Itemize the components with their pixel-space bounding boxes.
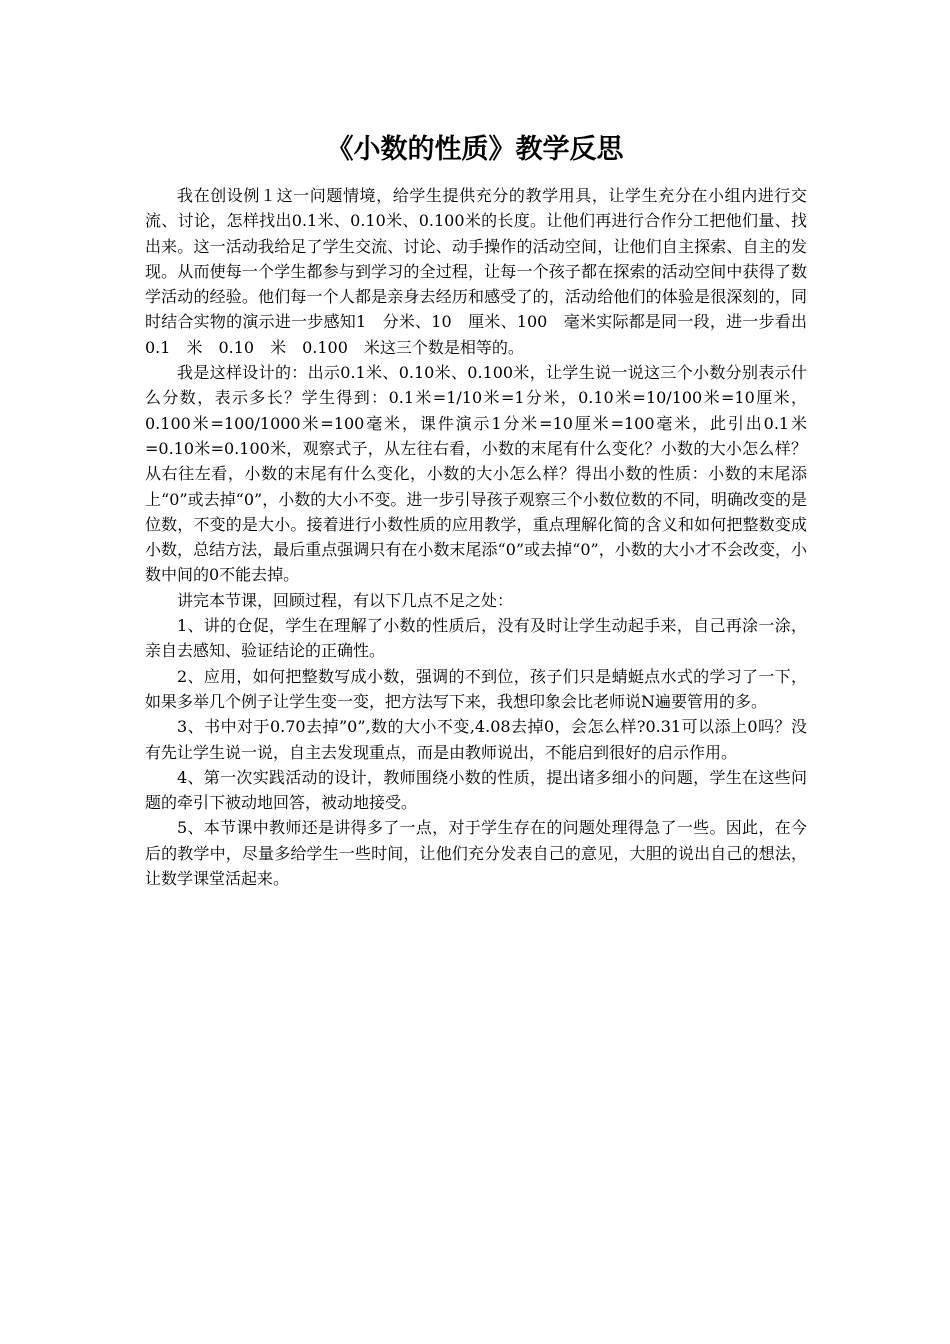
paragraph-point-3: 3、书中对于0.70去掉”0”,数的大小不变,4.08去掉0，会怎么样?0.31可以添上0吗？没有先让学生说一说，自主去发现重点，而是由教师说出，不能启到很好的启示作用。 <box>145 717 807 762</box>
paragraph-point-2: 2、应用，如何把整数写成小数，强调的不到位，孩子们只是蜻蜓点水式的学习了一下，如果多举几个例子让学生变一变，把方法写下来，我想印象会比老师说N遍要管用的多。 <box>145 666 807 711</box>
paragraph-point-5: 5、本节课中教师还是讲得多了一点，对于学生存在的问题处理得急了一些。因此，在今后的教学中，尽量多给学生一些时间，让他们充分发表自己的意见，大胆的说出自己的想法，让数学课堂活起来。 <box>145 818 807 889</box>
paragraph-point-1: 1、讲的仓促，学生在理解了小数的性质后，没有及时让学生动起手来，自己再涂一涂，亲自去感知、验证结论的正确性。 <box>145 616 807 661</box>
paragraph-review: 讲完本节课，回顾过程，有以下几点不足之处： <box>177 590 514 610</box>
document-body <box>145 183 807 891</box>
paragraph-intro: 我在创设例１这一问题情境，给学生提供充分的教学用具，让学生充分在小组内进行交流、讨论，怎样找出0.1米、0.10米、0.100米的长度。让他们再进行合作分工把他们量、找出来。这一活动我给足了学生交流、讨论、动手操作的活动空间，让他们自主探索、自主的发现。从而使每一个学生都参与到学习的全过程，让每一个孩子都在探索的活动空间中获得了数学活动的经验。他们每一个人都是亲身去经历和感受了的，活动给他们的体验是很深刻的，同时结合实物的演示进一步感知1 分米、10 厘米、100 毫米实际都是同一段，进一步看出0.1 米 0.10 米 0.100 米这三个数是相等的。 <box>145 186 807 357</box>
paragraph-design: 我是这样设计的：出示0.1米、0.10米、0.100米，让学生说一说这三个小数分别表示什么分数，表示多长？学生得到：0.1米=1/10米=1分米，0.10米=10/100米=10厘米，0.100米=100/1000米=100毫米，课件演示1分米=10厘米=100毫米，此引出0.1米=0.10米=0.100米，观察式子，从左往右看，小数的末尾有什么变化？小数的大小怎么样？从右往左看，小数的末尾有什么变化，小数的大小怎么样？得出小数的性质：小数的末尾添上“0”或去掉“0”，小数的大小不变。进一步引导孩子观察三个小数位数的不同，明确改变的是位数，不变的是大小。接着进行小数性质的应用教学，重点理解化简的含义和如何把整数变成小数，总结方法，最后重点强调只有在小数末尾添“0”或去掉“0”，小数的大小才不会改变，小数中间的0不能去掉。 <box>145 363 807 585</box>
document-title: 《小数的性质》教学反思 <box>326 134 624 165</box>
paragraph-point-4: 4、第一次实践活动的设计，教师围绕小数的性质，提出诸多细小的问题，学生在这些问题的牵引下被动地回答，被动地接受。 <box>145 767 807 813</box>
